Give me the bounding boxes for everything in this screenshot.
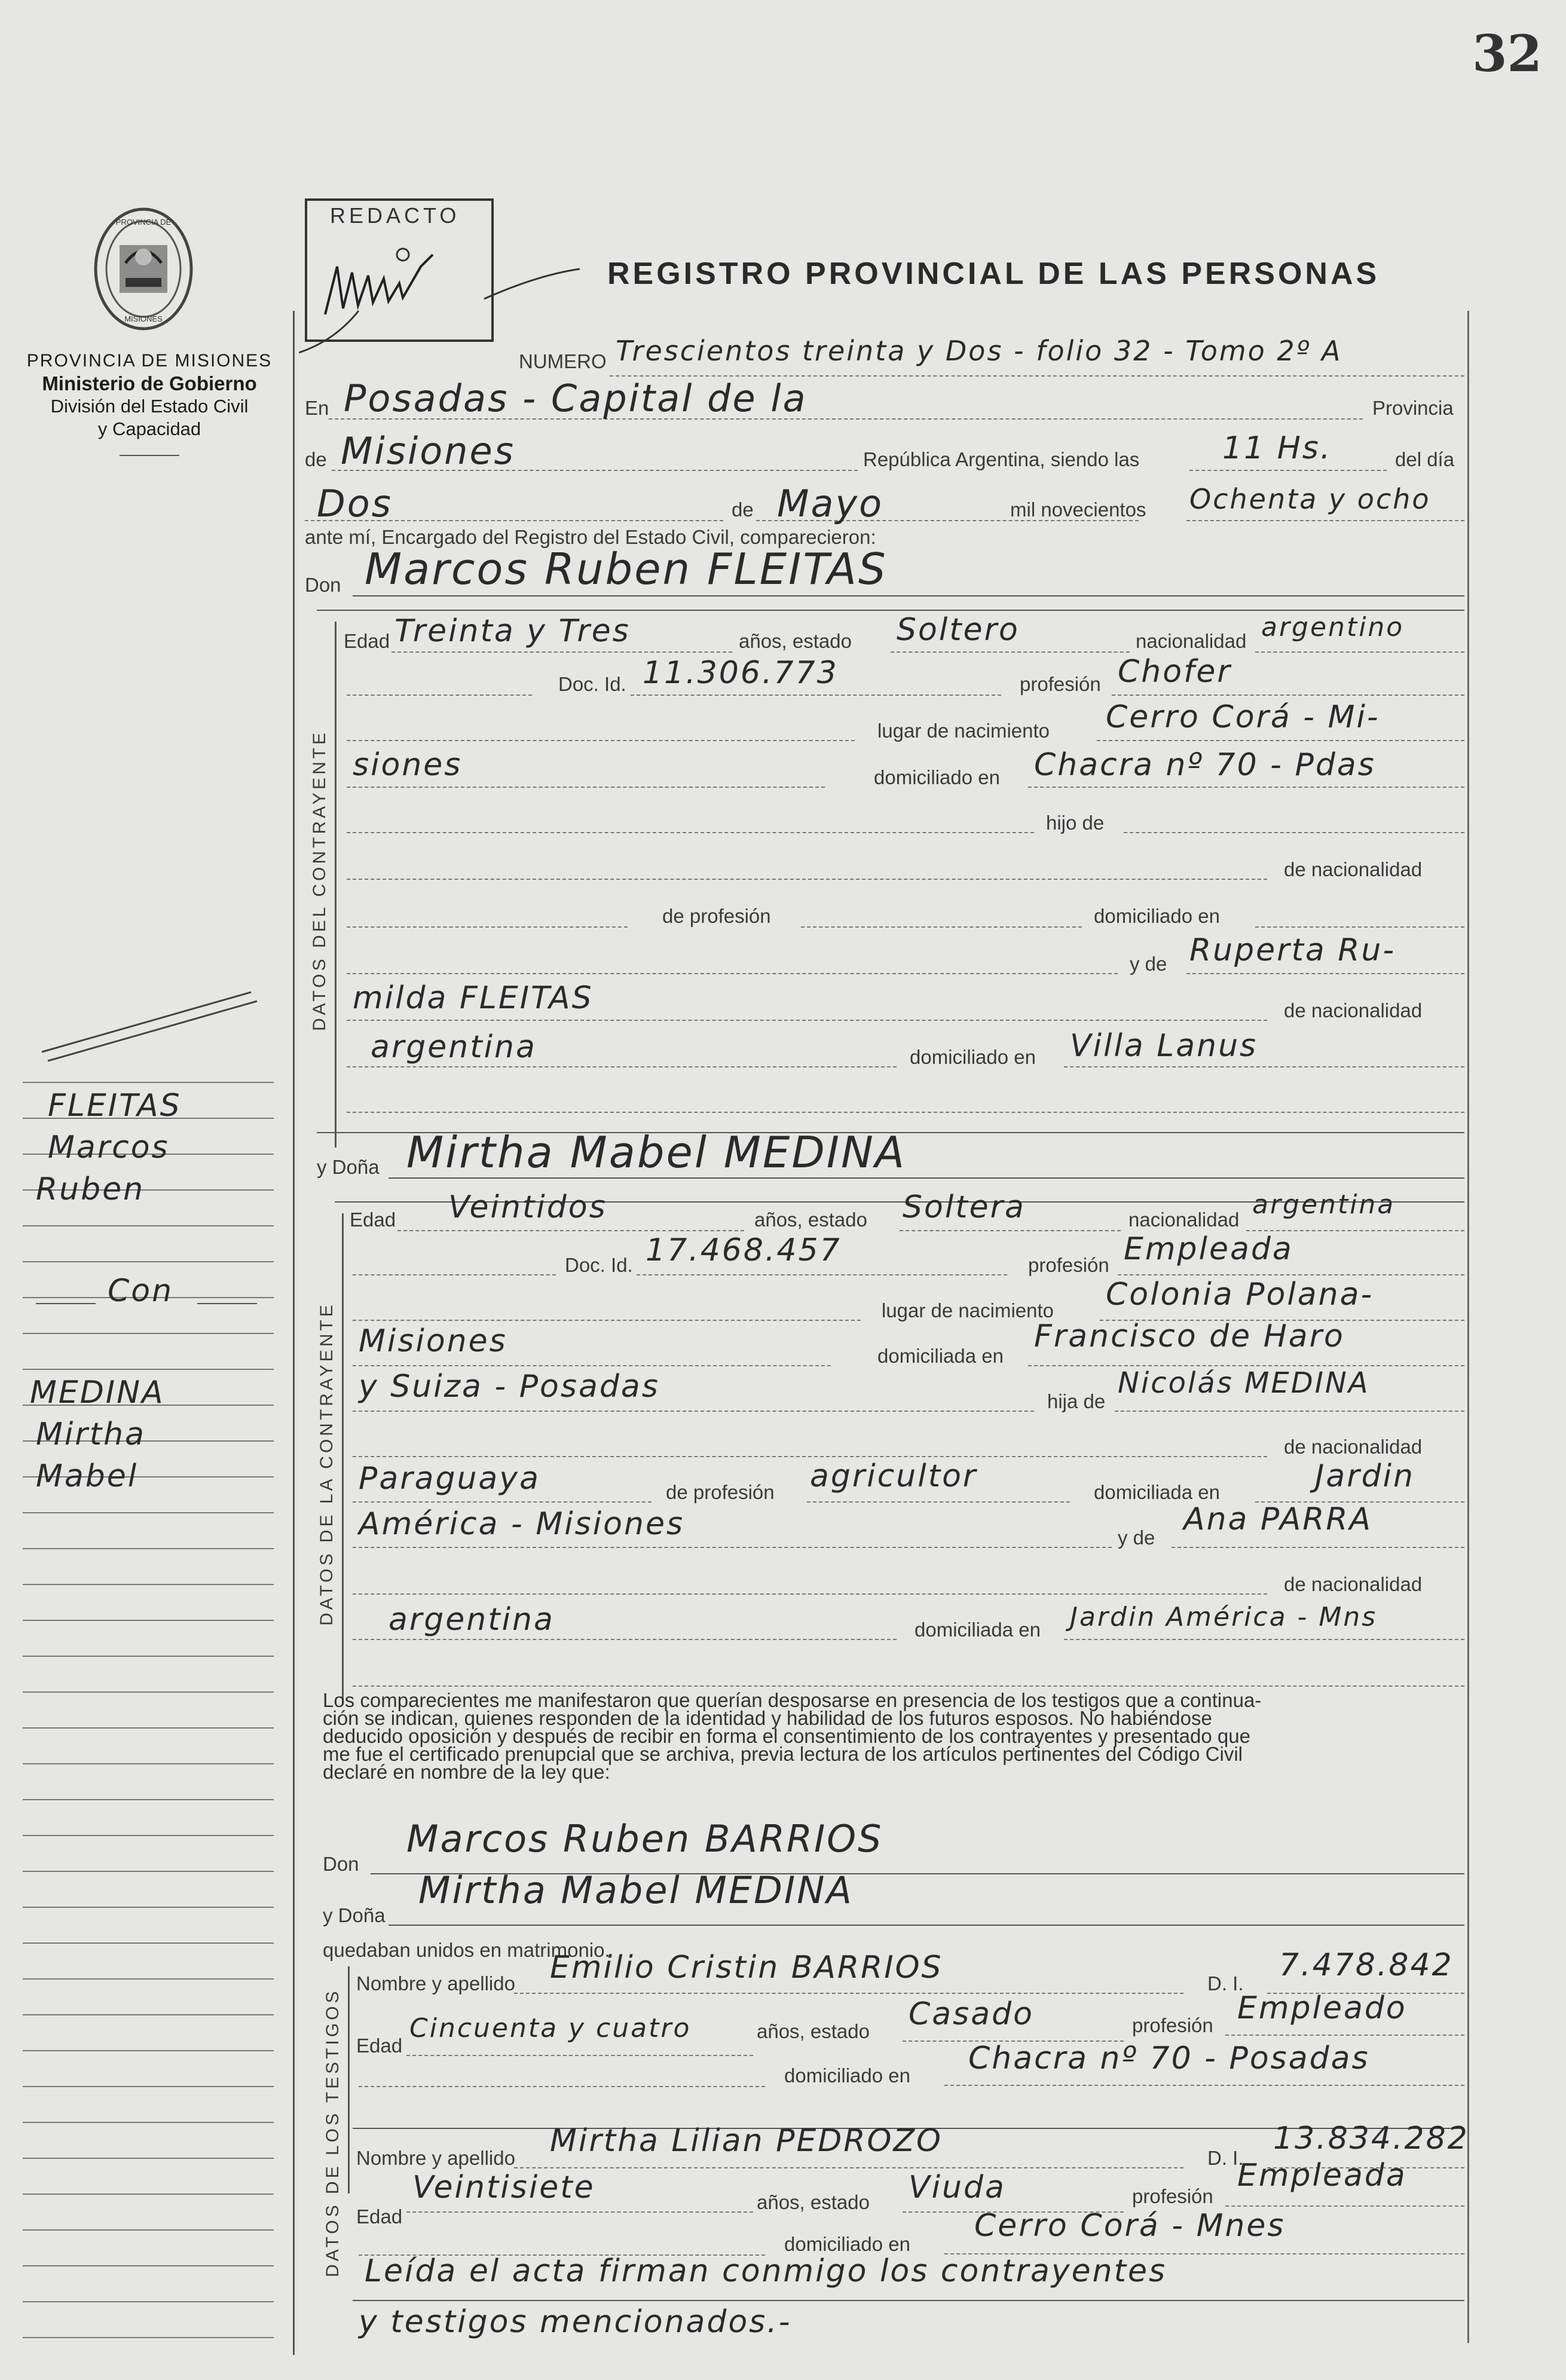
- republica-label: República Argentina, siendo las: [863, 448, 1140, 470]
- w2-domicilio-label: domiciliado en: [784, 2233, 910, 2255]
- hora-value: 11 Hs.: [1222, 430, 1332, 466]
- bride-estado: Soltera: [903, 1189, 1026, 1225]
- w1-di-label: D. I.: [1207, 1972, 1244, 1994]
- bride-nacimiento: Colonia Polana-: [1106, 1277, 1374, 1313]
- margin-slashes: [36, 980, 263, 1064]
- groom-nacimiento-label: lugar de nacimiento: [877, 720, 1050, 742]
- groom-edad-label: Edad: [344, 630, 390, 652]
- bride-doc: 17.468.457: [646, 1232, 842, 1268]
- bride-profesion: Empleada: [1124, 1231, 1293, 1267]
- w1-domicilio: Chacra nº 70 - Posadas: [968, 2041, 1370, 2076]
- decl-dona-value: Mirtha Mabel MEDINA: [418, 1868, 854, 1912]
- page-title: REGISTRO PROVINCIAL DE LAS PERSONAS: [607, 256, 1380, 291]
- margin-rule-line: [23, 1799, 274, 1800]
- w1-profesion-label: profesión: [1132, 2014, 1213, 2036]
- w1-domicilio-label: domiciliado en: [784, 2064, 910, 2087]
- margin-rule-line: [23, 1225, 274, 1226]
- groom-nacimiento-1: Cerro Corá - Mi-: [1106, 699, 1380, 735]
- margin-rule-line: [23, 1333, 274, 1334]
- groom-madre-nac-label: de nacionalidad: [1284, 999, 1423, 1021]
- w1-edad: Cincuenta y cuatro: [409, 2013, 692, 2044]
- groom-estado: Soltero: [897, 612, 1020, 648]
- del-dia-label: del día: [1395, 448, 1455, 470]
- bride-madre: Ana PARRA: [1183, 1501, 1373, 1537]
- groom-padre-dom-label: domiciliado en: [1094, 905, 1220, 927]
- groom-madre-dom-label: domiciliado en: [910, 1046, 1036, 1068]
- margin-apellido-2: MEDINA: [30, 1375, 165, 1411]
- w2-estado: Viuda: [909, 2170, 1006, 2205]
- w2-edad: Veintisiete: [412, 2170, 595, 2205]
- bride-edad-label: Edad: [350, 1209, 396, 1231]
- bride-padre-nac-label: de nacionalidad: [1284, 1436, 1423, 1458]
- decl-dona-label: y Doña: [323, 1904, 386, 1926]
- numero-label: NUMERO: [519, 350, 607, 372]
- groom-padre-prof-label: de profesión: [662, 905, 771, 927]
- lugar-value: Posadas - Capital de la: [344, 377, 808, 420]
- w2-estado-label: años, estado: [757, 2191, 870, 2213]
- margin-rule-line: [23, 2086, 274, 2087]
- mil-label: mil novecientos: [1010, 498, 1146, 521]
- dona-label: y Doña: [317, 1156, 380, 1178]
- groom-nacionalidad: argentino: [1261, 612, 1405, 643]
- w1-estado-label: años, estado: [757, 2020, 870, 2042]
- w2-profesion: Empleada: [1237, 2158, 1407, 2194]
- groom-madre-1: Ruperta Ru-: [1189, 932, 1396, 968]
- bride-hija-label: hija de: [1047, 1390, 1106, 1412]
- de-label: de: [305, 448, 327, 470]
- datos-testigos-label: DATOS DE LOS TESTIGOS: [323, 1988, 342, 2277]
- bride-madre-label: y de: [1118, 1526, 1155, 1549]
- w2-edad-label: Edad: [356, 2205, 403, 2228]
- bride-doc-label: Doc. Id.: [565, 1254, 633, 1276]
- left-header-capacity: y Capacidad: [97, 418, 201, 439]
- bride-profesion-label: profesión: [1028, 1254, 1109, 1276]
- margin-rule-line: [23, 1584, 274, 1585]
- w1-di: 7.478.842: [1279, 1947, 1454, 1983]
- margin-rule-line: [23, 1942, 274, 1944]
- groom-domicilio-label: domiciliado en: [874, 766, 1000, 788]
- provincia-label: Provincia: [1372, 397, 1454, 419]
- numero-value: Trescientos treinta y Dos - folio 32 - Tomo 2º A: [616, 335, 1342, 367]
- decl-don-label: Don: [323, 1853, 359, 1875]
- bride-domicilio-label: domiciliada en: [877, 1345, 1004, 1367]
- closing-line-2: y testigos mencionados.-: [359, 2304, 792, 2340]
- margin-rule-line: [23, 1835, 274, 1836]
- seal-top-text: PROVINCIA DE: [115, 218, 172, 227]
- datos-la-contrayente-label: DATOS DE LA CONTRAYENTE: [317, 1302, 337, 1626]
- margin-rule-line: [23, 2301, 274, 2302]
- bride-nacionalidad: argentina: [1252, 1189, 1396, 1220]
- groom-nacionalidad-label: nacionalidad: [1136, 630, 1247, 652]
- groom-name: Marcos Ruben FLEITAS: [365, 544, 888, 594]
- closing-line-1: Leída el acta firman conmigo los contrayentes: [365, 2253, 1167, 2289]
- margin-rule-line: [23, 2337, 274, 2338]
- groom-nacimiento-2: siones: [353, 747, 463, 783]
- quedaban-text: quedaban unidos en matrimonio.: [323, 1939, 610, 1961]
- groom-profesion: Chofer: [1118, 654, 1232, 690]
- paragraph-line-2: ción se indican, quienes responden de la identidad y habilidad de los futuros esposos. No habiéndose: [323, 1707, 1212, 1729]
- seal-bottom-text: MISIONES: [124, 314, 163, 323]
- w2-domicilio: Cerro Corá - Mnes: [974, 2208, 1286, 2244]
- margin-rule-line: [23, 2122, 274, 2123]
- de-mes-label: de: [732, 498, 754, 521]
- w1-estado: Casado: [909, 1996, 1034, 2032]
- groom-madre-2: milda FLEITAS: [353, 980, 594, 1016]
- page-number: 32: [1472, 24, 1542, 83]
- anio-value: Ochenta y ocho: [1189, 483, 1431, 515]
- w1-profesion: Empleado: [1237, 1990, 1407, 2026]
- paragraph-line-5: declaré en nombre de la ley que:: [323, 1761, 610, 1783]
- margin-rule-line: [23, 1369, 274, 1370]
- margin-rule-line: [23, 1261, 274, 1262]
- decl-don-value: Marcos Ruben BARRIOS: [406, 1817, 883, 1861]
- left-header-province: PROVINCIA DE MISIONES: [26, 351, 273, 371]
- w1-edad-label: Edad: [356, 2035, 403, 2057]
- margin-rule-line: [23, 1656, 274, 1657]
- groom-madre-label: y de: [1130, 953, 1167, 975]
- bride-padre-dom-1: Jardin: [1315, 1458, 1415, 1494]
- groom-hijo-label: hijo de: [1046, 812, 1105, 834]
- bride-domicilio-1: Francisco de Haro: [1034, 1319, 1345, 1354]
- paragraph-line-4: me fue el certificado prenupcial que se archiva, previa lectura de los artículos pertinentes del Código Civil: [323, 1743, 1243, 1765]
- bride-name: Mirtha Mabel MEDINA: [406, 1127, 907, 1177]
- groom-madre-nac: argentina: [371, 1029, 537, 1065]
- left-frame-line: [293, 311, 295, 2355]
- paragraph-line-3: deducido oposición y después de recibir en forma el consentimiento de los contrayentes y presentado que: [323, 1725, 1250, 1747]
- w1-nombre-label: Nombre y apellido: [356, 1972, 515, 1994]
- margin-rule-line: [23, 2158, 274, 2159]
- margin-rule-line: [23, 2194, 274, 2195]
- groom-profesion-label: profesión: [1020, 673, 1101, 695]
- w2-nombre-label: Nombre y apellido: [356, 2147, 515, 2169]
- w1-nombre: Emilio Cristin BARRIOS: [550, 1950, 943, 1986]
- stamp-label: REDACTO: [330, 203, 460, 228]
- right-frame-line: [1467, 311, 1469, 2343]
- groom-madre-dom: Villa Lanus: [1070, 1028, 1258, 1064]
- mes-value: Mayo: [777, 482, 884, 525]
- datos-contrayente-label: DATOS DEL CONTRAYENTE: [310, 730, 329, 1031]
- groom-doc: 11.306.773: [643, 655, 839, 691]
- margin-rule-line: [23, 1763, 274, 1764]
- margin-rule-line: [23, 1871, 274, 1872]
- left-header: [12, 350, 287, 440]
- bride-madre-nac: argentina: [389, 1602, 555, 1638]
- bride-padre-dom-label: domiciliada en: [1094, 1481, 1220, 1503]
- declaration-paragraph: [323, 1691, 1470, 1781]
- margin-rule-line: [23, 2014, 274, 2015]
- bride-madre-dom-label: domiciliada en: [914, 1619, 1041, 1641]
- left-header-ministry: Ministerio de Gobierno: [42, 372, 257, 394]
- margin-rule-line: [23, 1691, 274, 1693]
- margin-nombre-1a: Marcos: [48, 1130, 170, 1165]
- margin-nombre-2a: Mirtha: [36, 1417, 146, 1452]
- margin-rule-line: [23, 1907, 274, 1908]
- left-header-division: División del Estado Civil: [50, 396, 249, 417]
- margin-rule-line: [23, 2229, 274, 2231]
- dia-value: Dos: [317, 482, 393, 525]
- margin-rule-line: [23, 1512, 274, 1513]
- groom-edad: Treinta y Tres: [394, 613, 631, 649]
- bride-padre-nac: Paraguaya: [359, 1461, 540, 1497]
- margin-rule-line: [23, 2265, 274, 2266]
- bride-padre: Nicolás MEDINA: [1118, 1366, 1370, 1400]
- provincia-value: Misiones: [341, 429, 515, 473]
- groom-estado-label: años, estado: [739, 630, 852, 652]
- margin-rule-line: [23, 1978, 274, 1980]
- bride-estado-label: años, estado: [754, 1209, 867, 1231]
- w2-profesion-label: profesión: [1132, 2185, 1213, 2207]
- w2-di: 13.834.282: [1273, 2121, 1469, 2156]
- bride-edad: Veintidos: [448, 1189, 607, 1225]
- margin-rule-line: [23, 2050, 274, 2051]
- margin-nombre-1b: Ruben: [36, 1171, 145, 1207]
- margin-rule-line: [23, 1082, 274, 1083]
- margin-apellido-1: FLEITAS: [48, 1088, 182, 1124]
- bride-madre-dom: Jardin América - Mns: [1070, 1602, 1378, 1632]
- ante-mi-text: ante mí, Encargado del Registro del Estado Civil, comparecieron:: [305, 526, 876, 548]
- paragraph-line-1: Los comparecientes me manifestaron que querían desposarse en presencia de los testigos que a continua-: [323, 1689, 1262, 1711]
- en-label: En: [305, 397, 329, 419]
- w2-di-label: D. I.: [1207, 2147, 1244, 2169]
- margin-rule-line: [23, 1620, 274, 1621]
- bride-nacimiento-label: lugar de nacimiento: [882, 1299, 1054, 1321]
- bride-domicilio-2: y Suiza - Posadas: [359, 1369, 660, 1405]
- groom-domicilio: Chacra nº 70 - Pdas: [1034, 747, 1376, 783]
- bride-provincia: Misiones: [359, 1323, 507, 1359]
- groom-doc-label: Doc. Id.: [558, 673, 626, 695]
- bride-padre-prof: agricultor: [810, 1458, 978, 1494]
- margin-rule-line: [23, 1548, 274, 1549]
- stamp-flourish: [299, 251, 586, 359]
- bride-nacionalidad-label: nacionalidad: [1128, 1209, 1240, 1231]
- groom-padre-nac-label: de nacionalidad: [1284, 858, 1423, 880]
- margin-nombre-2b: Mabel: [36, 1458, 139, 1494]
- don-label: Don: [305, 574, 341, 596]
- provincial-seal: [90, 203, 197, 335]
- w2-nombre: Mirtha Lilian PEDROZO: [550, 2123, 943, 2159]
- bride-padre-prof-label: de profesión: [666, 1481, 775, 1503]
- bride-madre-nac-label: de nacionalidad: [1284, 1573, 1423, 1595]
- margin-rule-line: [23, 1727, 274, 1729]
- margin-con: Con: [108, 1273, 174, 1309]
- bride-padre-dom-2: América - Misiones: [359, 1506, 685, 1542]
